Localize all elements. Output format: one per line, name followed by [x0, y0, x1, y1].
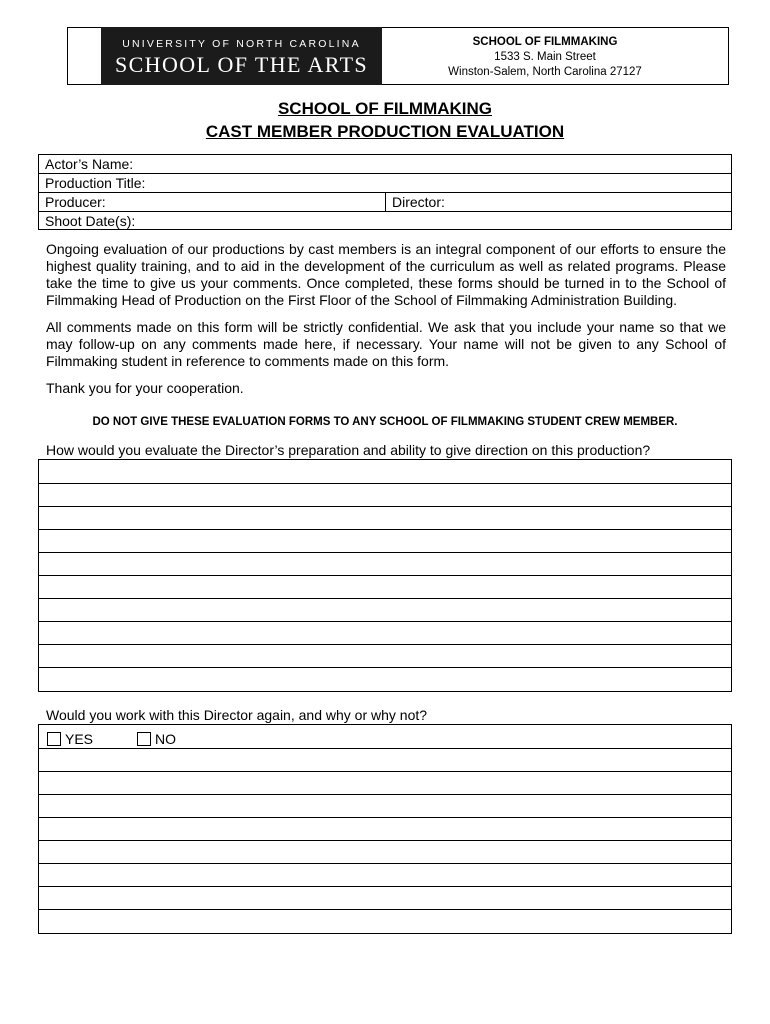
question-director-preparation: How would you evaluate the Director’s preparation and ability to give direction on this production?: [46, 442, 651, 458]
warning-notice: DO NOT GIVE THESE EVALUATION FORMS TO ANY SCHOOL OF FILMMAKING STUDENT CREW MEMBER.: [92, 416, 678, 428]
address-street: 1533 S. Main Street: [494, 51, 596, 63]
answer-line: [39, 840, 731, 841]
answer-line: [39, 575, 731, 576]
logo-school-text: SCHOOL OF THE ARTS: [114, 52, 369, 77]
answer-line: [39, 794, 731, 795]
thanks-paragraph: Thank you for your cooperation.: [46, 380, 244, 396]
answer-line: [39, 483, 731, 484]
producer-field[interactable]: Producer:: [45, 194, 106, 210]
info-row-divider: [39, 211, 731, 212]
answer-line: [39, 817, 731, 818]
answer-line: [39, 621, 731, 622]
no-label: NO: [155, 731, 176, 747]
answer-line: [39, 886, 731, 887]
production-title-field[interactable]: Production Title:: [45, 175, 146, 191]
yes-label: YES: [65, 731, 94, 747]
intro-paragraph: Ongoing evaluation of our productions by cast members is an integral component of our efforts to ensure the highest quality training, and to aid in the development of the curriculum as well as related programs. Please take the time to give us your comments. Once completed, these forms should be turned in to the School of Filmmaking Head of Production on the First Floor of the School of Filmmaking Administration Building.: [46, 241, 726, 308]
answer-line: [39, 644, 731, 645]
address-city: Winston-Salem, North Carolina 27127: [448, 66, 642, 78]
answer-line: [39, 506, 731, 507]
no-checkbox[interactable]: [137, 732, 151, 746]
school-logo: [101, 27, 382, 85]
production-info-table: [38, 154, 732, 230]
logo-university-text: UNIVERSITY OF NORTH CAROLINA: [122, 38, 361, 50]
answer-line: [39, 667, 731, 668]
yes-checkbox[interactable]: [47, 732, 61, 746]
answer-line: [39, 748, 731, 749]
title-line-1: SCHOOL OF FILMMAKING: [277, 99, 493, 118]
page-title: [0, 97, 770, 143]
answer-line: [39, 771, 731, 772]
answer-line: [39, 552, 731, 553]
school-address: [400, 35, 690, 80]
answer-area-1[interactable]: [38, 459, 732, 692]
question-work-again: Would you work with this Director again, and why or why not?: [46, 707, 428, 723]
answer-line: [39, 598, 731, 599]
director-field[interactable]: Director:: [392, 194, 445, 210]
actor-name-field[interactable]: Actor’s Name:: [45, 156, 134, 172]
answer-line: [39, 863, 731, 864]
answer-line: [39, 529, 731, 530]
answer-line: [39, 909, 731, 910]
shoot-dates-field[interactable]: Shoot Date(s):: [45, 213, 136, 229]
confidentiality-paragraph: All comments made on this form will be strictly confidential. We ask that you include your name so that we may follow-up on any comments made here, if necessary. Your name will not be given to any School of Filmmaking student in reference to comments made on this form.: [46, 319, 726, 369]
address-school: SCHOOL OF FILMMAKING: [472, 36, 618, 48]
title-line-2: CAST MEMBER PRODUCTION EVALUATION: [205, 122, 565, 141]
answer-area-2[interactable]: [38, 724, 732, 934]
info-column-divider: [385, 192, 386, 211]
